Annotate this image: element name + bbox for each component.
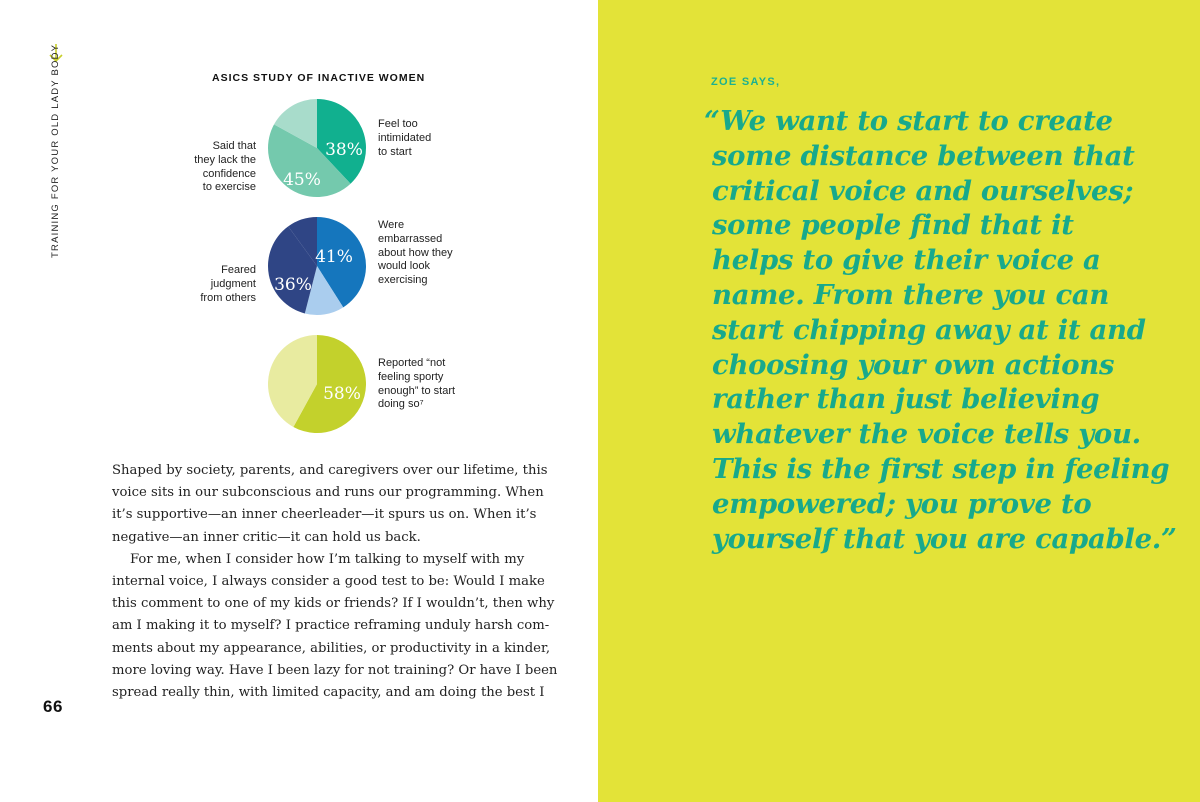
pie2-value-label: 36%: [274, 275, 312, 295]
quote-line: critical voice and ourselves;: [712, 174, 1134, 207]
body-line: this comment to one of my kids or friends? If I wouldn’t, then why: [112, 596, 555, 612]
pie2-value-label: 41%: [315, 247, 353, 267]
body-text: [112, 460, 558, 704]
quote-line: This is the first step in feeling: [712, 452, 1170, 485]
body-line: Shaped by society, parents, and caregivers over our lifetime, this: [112, 463, 548, 478]
quote-line: empowered; you prove to: [712, 487, 1092, 520]
body-line: ments about my appearance, abilities, or productivity in a kinder,: [112, 640, 551, 656]
quote-line: start chipping away at it and: [712, 313, 1146, 346]
quote-line: choosing your own actions: [712, 348, 1115, 381]
body-line: more loving way. Have I been lazy for not training? Or have I been: [112, 662, 558, 678]
pull-quote: [704, 104, 1177, 556]
chart-title: ASICS STUDY OF INACTIVE WOMEN: [212, 72, 426, 84]
body-line: voice sits in our subconscious and runs our programming. When: [112, 485, 544, 501]
pie1-value-label: 38%: [325, 140, 363, 160]
pie-charts: [0, 0, 598, 460]
quote-line: some distance between that: [712, 139, 1135, 172]
left-page: [0, 0, 598, 802]
quote-line: some people find that it: [712, 209, 1074, 242]
quote-line: name. From there you can: [712, 278, 1110, 311]
pie1-value-label: 45%: [283, 170, 321, 190]
quote-line: “We want to start to create: [704, 105, 1113, 137]
body-line: internal voice, I always consider a good test to be: Would I make: [112, 574, 545, 590]
chart2-left-label: Feared judgment from others: [200, 264, 256, 304]
quote-line: yourself that you are capable.”: [712, 522, 1177, 555]
body-line: For me, when I consider how I’m talking to myself with my: [130, 551, 525, 567]
running-head: TRAINING FOR YOUR OLD LADY BODY: [50, 43, 61, 258]
body-line: negative—an inner critic—it can hold us back.: [112, 529, 421, 545]
quote-line: rather than just believing: [712, 383, 1100, 416]
body-line: am I making it to myself? I practice reframing unduly harsh com-: [112, 618, 550, 634]
quote-heading: ZOE SAYS,: [711, 76, 781, 88]
page-number: 66: [43, 697, 63, 716]
quote-line: whatever the voice tells you.: [712, 418, 1141, 451]
chart1-right-label: Feel too intimidated to start: [378, 118, 432, 158]
body-line: it’s supportive—an inner cheerleader—it spurs us on. When it’s: [112, 507, 537, 523]
chart3-right-label: Reported “not feeling sporty enough” to start doing so⁷: [378, 357, 456, 411]
pie3-value-label: 58%: [323, 384, 361, 404]
chart2-right-label: Were embarrassed about how they would look exercising: [378, 219, 453, 287]
body-line: spread really thin, with limited capacity, and am doing the best I: [112, 685, 545, 701]
chart1-left-label: Said that they lack the confidence to exercise: [194, 140, 256, 194]
quote-line: helps to give their voice a: [712, 244, 1101, 277]
